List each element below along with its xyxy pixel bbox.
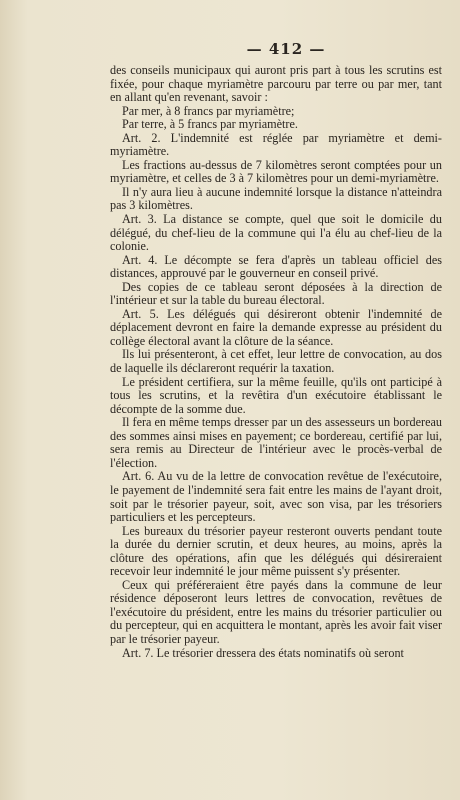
paragraph: Des copies de ce tableau seront déposées à la direction de l'intérieur et sur la table du bureau électoral. [110, 279, 442, 308]
paragraph: Art. 4. Le décompte se fera d'après un tableau officiel des distances, approuvé par le gouverneur en conseil privé. [110, 252, 442, 281]
paragraph: Art. 7. Le trésorier dressera des états nominatifs où seront [122, 645, 404, 660]
paragraph: Il n'y aura lieu à aucune indemnité lorsque la distance n'atteindra pas 3 kilomètres. [110, 184, 442, 213]
paragraph: des conseils municipaux qui auront pris part à tous les scrutins est fixée, pour chaque myriamètre parcouru par terre ou par mer, tant en allant qu'en revenant, savoir : [110, 63, 442, 105]
paragraph: Les fractions au-dessus de 7 kilomètres seront comptées pour un myriamètre, et celles de 3 à 7 kilomètres pour un demi-myriamètre. [110, 157, 442, 186]
paragraph: Art. 3. La distance se compte, quel que soit le domicile du délégué, du chef-lieu de la commune qui l'a élu au chef-lieu de la colonie. [110, 212, 442, 254]
paragraph: Art. 2. L'indemnité est réglée par myriamètre et demi-myriamètre. [110, 130, 442, 159]
page-number: — 412 — [246, 40, 326, 58]
paragraph: Art. 6. Au vu de la lettre de convocation revêtue de l'exécutoire, le payement de l'indemnité sera fait entre les mains de l'ayant droit, soit par le trésorier payeur, soit, avec son visa, par les trésoriers particuliers et les percepteurs. [110, 469, 442, 525]
body-text [110, 64, 442, 660]
paragraph: Les bureaux du trésorier payeur resteront ouverts pendant toute la durée du dernier scrutin, et deux heures, au moins, après la clôture des opérations, afin que les délégués qui désireraient recevoir leur indemnité le jour même puissent s'y présenter. [110, 523, 442, 579]
paragraph: Par mer, à 8 francs par myriamètre; [122, 103, 295, 118]
paragraph: Il fera en même temps dresser par un des assesseurs un bordereau des sommes ainsi mises en payement; ce bordereau, certifié par lui, sera remis au Directeur de l'intérieur avec le procès-verbal de l'élection. [110, 415, 442, 470]
paragraph: Le président certifiera, sur la même feuille, qu'ils ont participé à tous les scrutins, et la revêtira d'un exécutoire établissant le décompte de la somme due. [110, 374, 442, 416]
paragraph: Ceux qui préféreraient être payés dans la commune de leur résidence déposeront leurs lettres de convocation, revêtues de l'exécutoire du président, entre les mains du trésorier particulier ou du percepteur, qui en acquittera le montant, après les avoir fait viser par le trésorier payeur. [110, 577, 442, 646]
paragraph: Ils lui présenteront, à cet effet, leur lettre de convocation, au dos de laquelle ils déclareront requérir la taxation. [110, 347, 442, 376]
paragraph: Art. 5. Les délégués qui désireront obtenir l'indemnité de déplacement devront en faire la demande expresse au président du collège électoral avant la clôture de la séance. [110, 306, 442, 348]
paragraph: Par terre, à 5 francs par myriamètre. [122, 117, 298, 132]
